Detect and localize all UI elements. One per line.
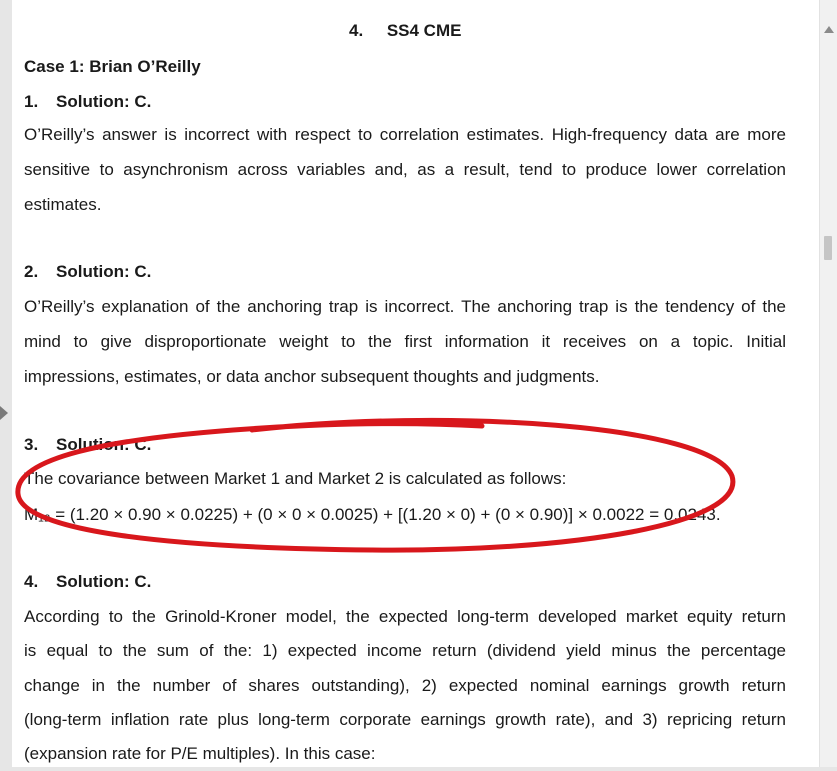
solution-2-heading: 2. Solution: C. bbox=[24, 262, 152, 281]
section-label: SS4 CME bbox=[386, 21, 462, 40]
solution-2-line-2: mind to give disproportionate weight to the first information it receives on a topic. Initial bbox=[24, 332, 786, 351]
covariance-formula: M₁₂ = (1.20 × 0.90 × 0.0225) + (0 × 0 × 0.0025) + [(1.20 × 0) + (0 × 0.90)] × 0.0022 = 0.0243. bbox=[24, 505, 721, 524]
case-title: Case 1: Brian O’Reilly bbox=[24, 57, 201, 76]
collapse-marker-icon[interactable] bbox=[0, 406, 8, 420]
solution-4-heading: 4. Solution: C. bbox=[24, 572, 152, 591]
vertical-scrollbar[interactable] bbox=[819, 0, 837, 767]
solution-4-line-4: (long-term inflation rate plus long-term corporate earnings growth rate), and 3) repricing return bbox=[24, 710, 786, 729]
section-title bbox=[349, 13, 461, 48]
solution-1-heading: 1. Solution: C. bbox=[24, 92, 152, 111]
solution-2-line-1: O’Reilly’s explanation of the anchoring trap is incorrect. The anchoring trap is the tendency of the bbox=[24, 297, 786, 316]
solution-4-line-2: is equal to the sum of the: 1) expected income return (dividend yield minus the percentage bbox=[24, 641, 786, 660]
scroll-up-arrow-icon[interactable] bbox=[824, 26, 834, 33]
solution-1-line-1: O’Reilly’s answer is incorrect with respect to correlation estimates. High-frequency data are more bbox=[24, 125, 786, 144]
scroll-thumb[interactable] bbox=[824, 236, 832, 260]
solution-3-heading: 3. Solution: C. bbox=[24, 435, 152, 454]
solution-1-line-3: estimates. bbox=[24, 195, 102, 214]
solution-3-line-1: The covariance between Market 1 and Market 2 is calculated as follows: bbox=[24, 469, 567, 488]
solution-2-line-3: impressions, estimates, or data anchor subsequent thoughts and judgments. bbox=[24, 367, 600, 386]
solution-4-line-1: According to the Grinold-Kroner model, the expected long-term developed market equity return bbox=[24, 607, 786, 626]
solution-4-line-5: (expansion rate for P/E multiples). In this case: bbox=[24, 744, 376, 763]
solution-4-line-3: change in the number of shares outstanding), 2) expected nominal earnings growth return bbox=[24, 676, 786, 695]
solution-1-line-2: sensitive to asynchronism across variables and, as a result, tend to produce lower correlation bbox=[24, 160, 786, 179]
section-number: 4. bbox=[349, 21, 364, 40]
